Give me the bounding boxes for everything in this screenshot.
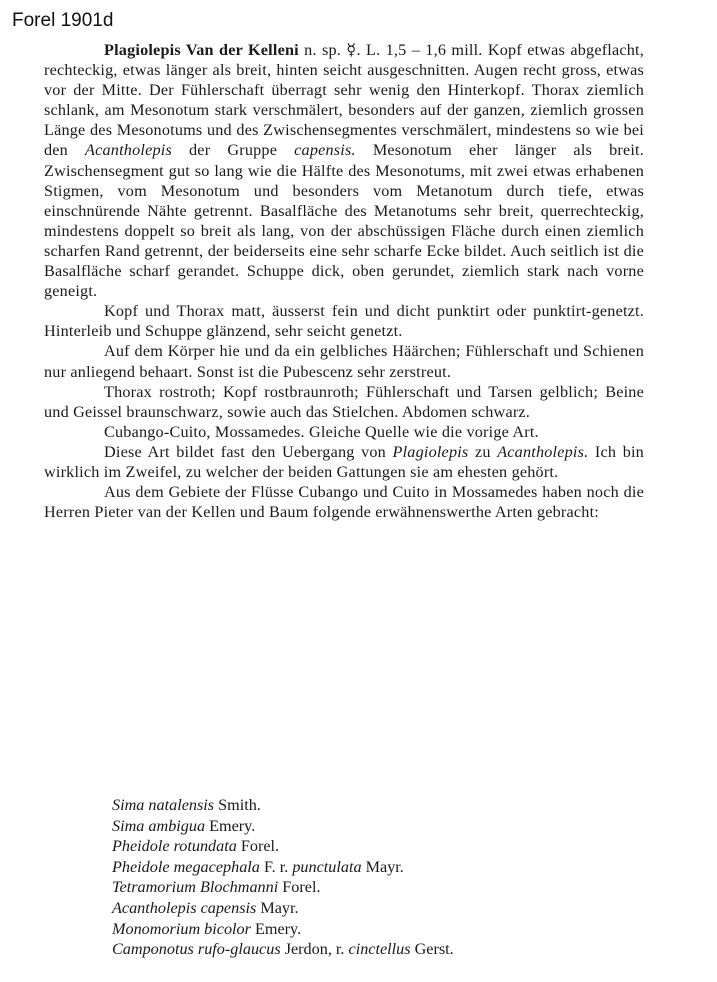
species-name: Camponotus rufo-glaucus bbox=[112, 940, 281, 959]
species-author: Jerdon, r. bbox=[280, 940, 349, 959]
list-item bbox=[112, 877, 632, 898]
relation-genus-2: Acantholepis. bbox=[497, 442, 589, 461]
relation-text-2: zu bbox=[468, 442, 498, 461]
species-name: Pheidole rotundata bbox=[112, 837, 237, 856]
collection-paragraph: Aus dem Gebiete der Flüsse Cubango und Cuito in Mossamedes haben noch die Herren Pieter van der Kellen und Baum folgende erwähnenswerthe Arten gebracht: bbox=[44, 483, 644, 522]
relation-genus-1: Plagiolepis bbox=[392, 442, 469, 461]
description-text-2: der Gruppe bbox=[171, 141, 295, 160]
list-item bbox=[112, 816, 632, 837]
list-item bbox=[112, 898, 632, 919]
subspecies-name: punctulata bbox=[292, 857, 362, 876]
species-author: F. r. bbox=[259, 857, 293, 876]
species-author: Emery. bbox=[250, 919, 302, 938]
description-text-1: n. sp. ☿. L. 1,5 – 1,6 mill. Kopf etwas abgeflacht, rechteckig, etwas länger als breit, hinten seicht ausgeschnitten. Augen recht gross, etwas vor der Mitte. Der Fühlerschaft überragt sehr wenig den Hinterkopf. Thorax ziemlich schlank, am Mesonotum stark verschmälert, besonders auf der ganzen, ziemlich grossen Länge des Mesonotums und des Zwischensegmentes verschmälert, mindestens so wie bei den bbox=[44, 41, 644, 160]
color-paragraph: Thorax rostroth; Kopf rostbraunroth; Fühlerschaft und Tarsen gelblich; Beine und Geissel braunschwarz, sowie auch das Stielchen. Abdomen schwarz. bbox=[44, 382, 644, 421]
list-item bbox=[112, 795, 632, 816]
description-text-3: Mesonotum eher länger als breit. Zwischensegment gut so lang wie die Hälfte des Mesonotums, mit zwei etwas erhabenen Stigmen, vom Mesonotum und besonders vom Metanotum durch tiefe, etwas einschnürende Nähte getrennt. Basalfläche des Metanotums sehr breit, querrechteckig, mindestens doppelt so breit als lang, von der abschüssigen Fläche durch einen ziemlich scharfen Rand getrennt, der beiderseits eine sehr scharfe Ecke bildet. Auch seitlich ist die Basalfläche scharf gerandet. Schuppe dick, oben gerundet, ziemlich stark nach vorne geneigt. bbox=[44, 141, 644, 301]
species-list bbox=[112, 795, 632, 960]
subspecies-author: Gerst. bbox=[410, 940, 454, 959]
locality-paragraph: Cubango-Cuito, Mossamedes. Gleiche Quelle wie die vorige Art. bbox=[104, 422, 539, 441]
species-author: Forel. bbox=[236, 837, 280, 856]
species-author: Smith. bbox=[214, 796, 261, 814]
species-name: Tetramorium Blochmanni bbox=[112, 878, 279, 897]
list-item bbox=[112, 919, 632, 940]
species-title: Plagiolepis Van der Kelleni bbox=[104, 41, 299, 59]
list-item bbox=[112, 939, 632, 960]
species-author: Forel. bbox=[278, 878, 321, 897]
list-item bbox=[112, 836, 632, 857]
species-author: Emery. bbox=[205, 816, 256, 835]
subspecies-name: cinctellus bbox=[348, 940, 411, 959]
citation-label: Forel 1901d bbox=[12, 10, 114, 31]
list-item bbox=[112, 857, 632, 878]
species-name: Sima ambigua bbox=[112, 816, 206, 835]
pubescence-paragraph: Auf dem Körper hie und da ein gelbliches Häärchen; Fühlerschaft und Schienen nur anliegend behaart. Sonst ist die Pubescenz sehr zerstreut. bbox=[44, 342, 644, 381]
relation-text-1: Diese Art bildet fast den Uebergang von bbox=[104, 442, 393, 461]
genus-reference: Acantholepis bbox=[85, 141, 172, 160]
subspecies-author: Mayr. bbox=[361, 857, 404, 876]
text-body bbox=[44, 40, 644, 522]
relation-paragraph bbox=[44, 442, 644, 482]
group-reference: capensis. bbox=[294, 141, 356, 160]
sculpture-paragraph: Kopf und Thorax matt, äusserst fein und dicht punktirt oder punktirt-genetzt. Hinterleib und Schuppe glänzend, sehr seicht genetzt. bbox=[44, 302, 644, 341]
species-description-paragraph bbox=[44, 40, 644, 301]
species-name: Pheidole megacephala bbox=[112, 857, 260, 876]
species-author: Mayr. bbox=[256, 898, 299, 917]
species-name: Monomorium bicolor bbox=[112, 919, 251, 938]
relation-text-3: Ich bin wirklich im Zweifel, zu welcher der beiden Gattungen sie am ehesten gehört. bbox=[44, 442, 644, 481]
species-name: Sima natalensis bbox=[112, 796, 215, 814]
species-name: Acantholepis capensis bbox=[112, 898, 257, 917]
